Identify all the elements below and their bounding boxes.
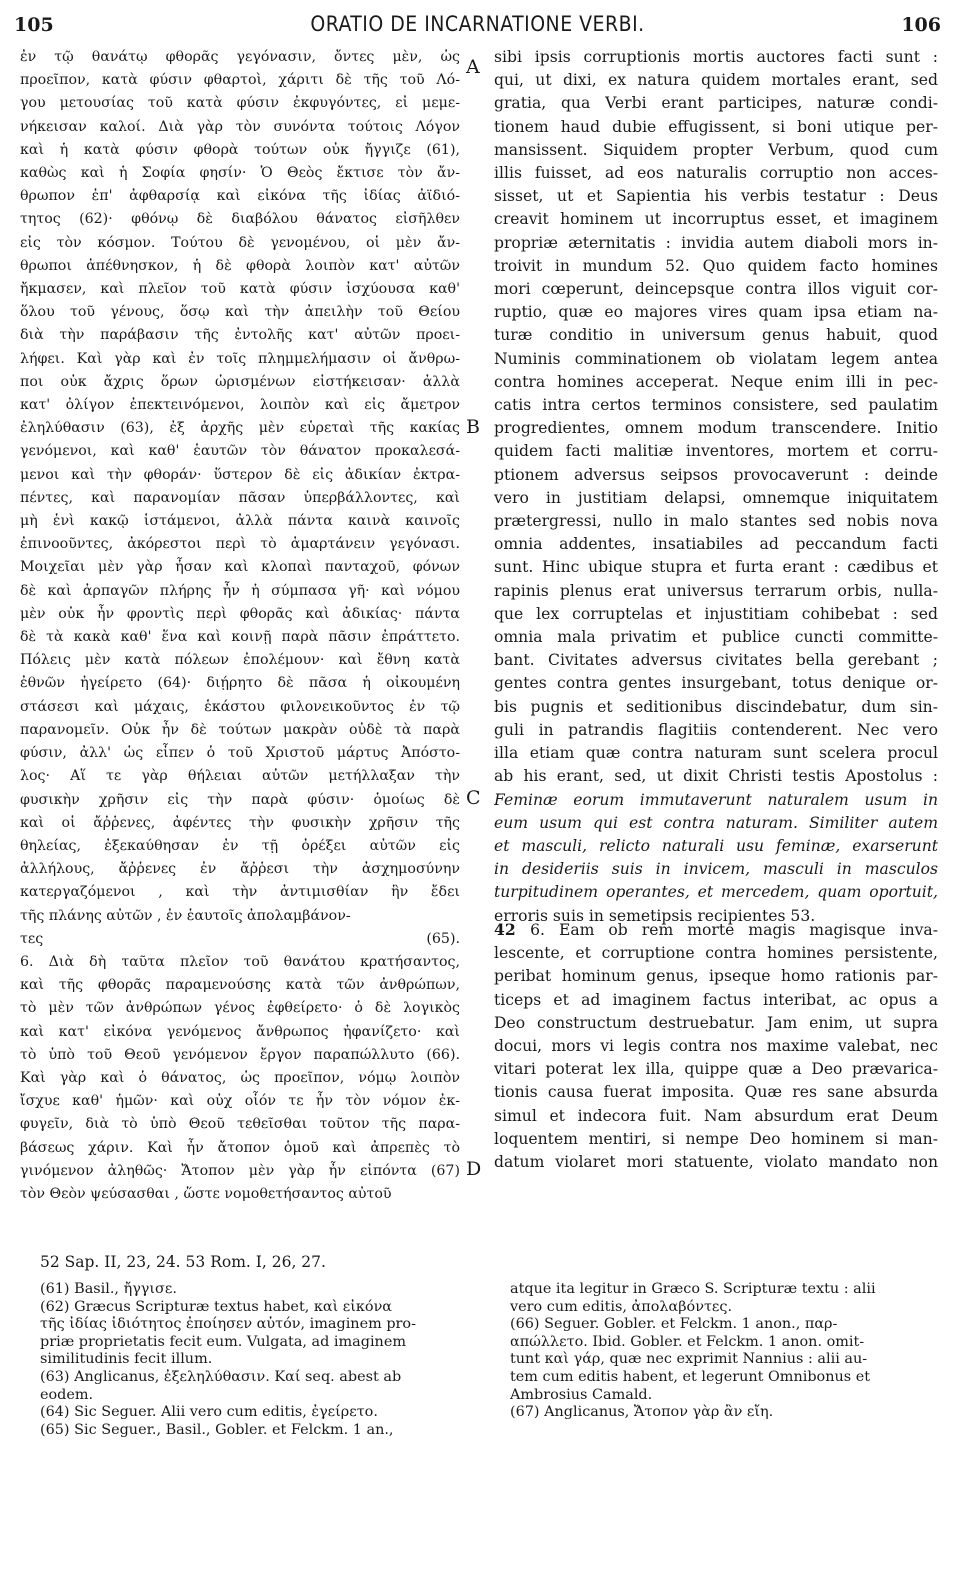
greek-text-line: γου μετουσίας τοῦ κατὰ φύσιν ἐκφυγόντες, εἰ μεμε- — [20, 95, 460, 112]
latin-text-line: vitari poterat lex illa, quippe quæ a Deo prævarica- — [494, 1060, 938, 1079]
footnote-line: (64) Sic Seguer. Alii vero cum editis, ἐγείρετο. — [40, 1404, 378, 1421]
margin-marker-d: D — [466, 1158, 482, 1180]
greek-text-line: τὸ ὑπὸ τοῦ Θεοῦ γενόμενον ἔργον παραπώλλυτο (66). — [20, 1046, 460, 1063]
footnote-line: atque ita legitur in Græco S. Scripturæ textu : alii — [510, 1281, 876, 1297]
greek-text-line: δὲ καὶ ἁρπαγῶν πλήρης ἦν ἡ σύμπασα γῆ· καὶ νόμου — [20, 582, 460, 599]
greek-text-line: ἐν τῷ θανάτῳ φθορᾶς γεγόνασιν, ὄντες μὲν, ὡς — [20, 49, 460, 65]
latin-text-line: erroris suis in semetipsis recipientes 53. — [494, 906, 816, 925]
greek-text-line: ἀλλήλους, ἄῤῥενες ἐν ἄῤῥεσι τὴν ἀσχημοσύνην — [20, 861, 460, 878]
latin-text-line: gentes contra gentes insurgebant, totus denique or- — [494, 674, 938, 693]
latin-text-line: que lex corruptelas et injustitiam cohibebat : sed — [494, 604, 938, 623]
footnote-line: τῆς ἰδίας ἰδιότητος ἐποίησεν αὐτόν, imaginem pro- — [40, 1316, 416, 1333]
greek-text-line: καὶ ἡ κατὰ φύσιν φθορὰ τούτων οὐκ ἤγγιζε (61), — [20, 141, 460, 158]
greek-text-line: γενόμενοι, καὶ καθ' ἑαυτῶν τὸν θάνατον προκαλεσά- — [20, 443, 460, 460]
greek-text-line: μὴ ἑνὶ κακῷ ἱστάμενοι, ἀλλὰ πάντα καινὰ καινοῖς — [20, 513, 460, 530]
footnote-line: Ambrosius Camald. — [510, 1386, 653, 1403]
greek-text-line: νήκεισαν καλοί. Διὰ γὰρ τὸν συνόντα τούτοις Λόγον — [20, 118, 460, 135]
greek-text-line: γινόμενον ἀληθῶς· Ἄτοπον μὲν γὰρ ἦν εἰπόντα (67) — [20, 1162, 460, 1179]
greek-text-line: ἴσχυε καθ' ἡμῶν· καὶ οὐχ οἷόν τε ἦν τὸν νόμον ἐκ- — [20, 1093, 460, 1110]
latin-text-line: peribat hominum genus, ipseque homo rationis par- — [494, 967, 938, 986]
latin-text-line: progredientes, omnem modum transcendere. Initio — [494, 419, 938, 438]
latin-text-line: propriæ æternitatis : invidia autem diaboli mors in- — [494, 233, 938, 252]
footnote-line: (63) Anglicanus, ἐξεληλύθασιν. Καί seq. abest ab — [40, 1368, 402, 1385]
latin-text-line: Deo constructum destruebatur. Jam enim, ut supra — [494, 1013, 938, 1032]
greek-text-line: πέντες, καὶ παρανομίαν πᾶσαν ὑπερβάλλοντες, καὶ — [20, 489, 460, 506]
latin-text-column-section-6 — [494, 918, 938, 1174]
greek-text-line: θρωπον ἐπ' ἀφθαρσίᾳ καὶ εἰκόνα τῆς ἰδίας ἀϊδιό- — [20, 188, 460, 205]
greek-text-line: ἐπινοοῦντες, ἀκόρεστοι περὶ τὸ ἁμαρτάνειν γεγόνασι. — [20, 536, 460, 553]
latin-text-line: sibi ipsis corruptionis mortis auctores facti sunt : — [494, 48, 938, 66]
greek-text-line: Πόλεις μὲν κατὰ πόλεων ἐπολέμουν· καὶ ἔθνη κατὰ — [20, 652, 460, 669]
latin-text-line: mansissent. Siquidem propter Verbum, quod cum — [494, 140, 938, 159]
greek-text-line: λος· Αἵ τε γὰρ θήλειαι αὐτῶν μετήλλαξαν τὴν — [20, 768, 460, 785]
greek-text-line: φύσιν, ἀλλ' ὡς εἶπεν ὁ τοῦ Χριστοῦ μάρτυς Ἀπόστο- — [20, 745, 460, 762]
greek-text-line: Μοιχεῖαι μὲν γὰρ ἦσαν καὶ κλοπαὶ πανταχοῦ, φόνων — [20, 559, 460, 576]
greek-text-line: ἐληλύθασιν (63), ἐξ ἀρχῆς μὲν εὑρεταὶ τῆς κακίας — [20, 420, 460, 437]
greek-text-line: ὅλου τοῦ γένους, ὅσῳ καὶ τὴν ἀπειλὴν τοῦ Θείου — [20, 304, 460, 321]
greek-text-line: φυσικὴν χρῆσιν εἰς τὴν παρὰ φύσιν· ὁμοίως δὲ — [20, 791, 460, 808]
margin-marker-b: B — [466, 416, 480, 438]
latin-text-line: vero in justitiam delapsi, omnemque iniquitatem — [494, 488, 938, 507]
footnote-line: similitudinis fecit illum. — [40, 1351, 213, 1368]
latin-text-line: Numinis comminationem ob violatam legem antea — [494, 349, 938, 368]
latin-text-column — [494, 46, 938, 928]
latin-text-line: Feminæ eorum immutaverunt naturalem usum in — [494, 790, 938, 809]
greek-text-line: καὶ οἱ ἄῤῥενες, ἀφέντες τὴν φυσικὴν χρῆσιν τῆς — [20, 814, 460, 831]
latin-text-line: docui, mors vi legis contra nos maxime valebat, nec — [494, 1037, 938, 1056]
greek-text-line: φυγεῖν, διὰ τὸ ὑπὸ Θεοῦ τεθεῖσθαι τοῦτον τῆς παρα- — [20, 1116, 460, 1133]
latin-text-line: mori cœperunt, deincepsque contra illos viguit cor- — [494, 280, 938, 299]
latin-text-line — [494, 918, 938, 942]
latin-text-line: in desideriis suis in invicem, masculi in masculos — [494, 860, 938, 879]
margin-marker-c: C — [466, 787, 481, 809]
greek-text-line: ἐθνῶν ἠγείρετο (64)· διῄρητο δὲ πᾶσα ἡ οἰκουμένη — [20, 675, 460, 692]
footnote-line: (67) Anglicanus, Ἄτοπον γὰρ ἂν εἴη. — [510, 1404, 774, 1421]
greek-text-line: βάσεως χάριν. Καὶ ἦν ἄτοπον ὁμοῦ καὶ ἀπρεπὲς τὸ — [20, 1139, 460, 1156]
greek-text-line: θρωποι ἀπέθνησκον, ἡ δὲ φθορὰ λοιπὸν κατ' αὐτῶν — [20, 257, 460, 274]
greek-text-line: τὸν Θεὸν ψεύσασθαι , ὥστε νομοθετήσαντος αὐτοῦ — [20, 1185, 392, 1202]
latin-text-line: illa etiam quæ contra naturam sunt scelera procul — [494, 744, 938, 763]
latin-text-line: datum violaret mori statuente, violato mandato non — [494, 1153, 938, 1172]
latin-text-line: omnia mala privatim et publice cuncti committe- — [494, 628, 938, 647]
greek-text-line: θηλείας, ἐξεκαύθησαν ἐν τῇ ὀρέξει αὐτῶν εἰς — [20, 837, 460, 854]
section-first-line: 6. Eam ob rem morte magis magisque inva- — [530, 921, 938, 939]
latin-text-line: ab his erant, sed, ut dixit Christi testis Apostolus : — [494, 767, 938, 786]
greek-text-line: δὲ τὰ κακὰ καθ' ἕνα καὶ κοινῇ παρὰ πᾶσιν ἐπράττετο. — [20, 629, 460, 646]
greek-text-line: λήφει. Καὶ γὰρ καὶ ἐν τοῖς πλημμελήμασιν οἱ ἄνθρω- — [20, 350, 460, 367]
greek-text-line: διὰ τὴν παράβασιν τῆς ἐντολῆς κατ' αὐτῶν προει- — [20, 327, 460, 344]
greek-text-line: τητος (62)· φθόνῳ δὲ διαβόλου θάνατος εἰσῆλθεν — [20, 211, 460, 228]
latin-text-line: rapinis plenus erat universus terrarum orbis, nulla- — [494, 581, 938, 600]
greek-text-line: ποι οὐκ ἄχρις ὅρων ὡρισμένων εἱστήκεισαν· ἀλλὰ — [20, 373, 460, 390]
latin-text-line: eum usum qui est contra naturam. Similiter autem — [494, 813, 938, 832]
footnote-line: eodem. — [40, 1386, 94, 1403]
greek-text-line: 6. Διὰ δὴ ταῦτα πλεῖον τοῦ θανάτου κρατήσαντος, — [20, 953, 460, 970]
latin-text-line: simul et indecora fuit. Nam absurdum erat Deum — [494, 1106, 938, 1125]
greek-text-line: ἤκμασεν, καὶ πλεῖον τοῦ κατὰ φύσιν ἰσχύουσα καθ' — [20, 281, 460, 298]
greek-text-line: τες (65). — [20, 930, 460, 947]
latin-text-line: guli in patrandis flagitiis contenderent. Nec vero — [494, 720, 938, 739]
latin-text-line: tionem haud dubie effugissent, si boni utique per- — [494, 117, 938, 136]
latin-text-line: et masculi, relicto naturali usu feminæ, exarserunt — [494, 836, 938, 855]
latin-text-line: omnia addentes, insatiabiles ad peccandum facti — [494, 535, 938, 554]
footnote-line: tem cum editis habent, et legerunt Omnibonus et — [510, 1368, 870, 1385]
section-number: 42 — [494, 920, 531, 939]
latin-text-line: sunt. Hinc ubique stupra et furta erant : cædibus et — [494, 558, 938, 577]
latin-text-line: ticeps et ad imaginem factus interibat, ac opus a — [494, 990, 938, 1009]
page-number-left: 105 — [14, 14, 54, 36]
greek-text-line: παρανομεῖν. Οὐκ ἦν δὲ τούτων μακρὰν οὐδὲ τὰ παρὰ — [20, 721, 460, 738]
greek-text-line: καθὼς καὶ ἡ Σοφία φησίν· Ὁ Θεὸς ἔκτισε τὸν ἄν- — [20, 165, 460, 182]
greek-text-column — [20, 46, 460, 1206]
greek-text-line: μενοι καὶ τὴν φθοράν· ὕστερον δὲ εἰς ἀδικίαν ἐκτρα- — [20, 466, 460, 483]
greek-text-line: Καὶ γὰρ καὶ ὁ θάνατος, ὡς προεῖπον, νόμῳ λοιπὸν — [20, 1069, 460, 1086]
page-number-right: 106 — [901, 14, 941, 36]
latin-text-line: bis pugnis et seditionibus discindebatur, dum sin- — [494, 697, 938, 716]
footnote-line: vero cum editis, ἀπολαβόντες. — [510, 1298, 733, 1315]
latin-text-line: contra homines acceperat. Neque enim illi in pec- — [494, 372, 938, 391]
running-title: ORATIO DE INCARNATIONE VERBI. — [310, 12, 645, 36]
latin-text-line: ruptio, quæ eo majores vires quam ipsa etiam na- — [494, 303, 938, 322]
latin-text-line: troivit in mundum 52. Quo quidem facto homines — [494, 256, 938, 275]
footnote-line: (61) Basil., ἤγγισε. — [40, 1281, 177, 1297]
greek-text-line: προεῖπον, κατὰ φύσιν φθαρτοὶ, χάριτι δὲ τῆς τοῦ Λό- — [20, 72, 460, 89]
greek-text-line: κατεργαζόμενοι , καὶ τὴν ἀντιμισθίαν ἣν ἔδει — [20, 884, 460, 901]
margin-marker-a: A — [466, 56, 480, 78]
latin-text-line: prætergressi, nullo in malo stantes sed nobis nova — [494, 512, 938, 531]
latin-text-line: catis intra certos terminos consistere, sed paulatim — [494, 396, 938, 415]
latin-text-line: ptionem adversus seipsos provocaverunt : deinde — [494, 465, 938, 484]
footnotes-left — [40, 1281, 470, 1439]
latin-text-line: turæ conditio in universum genus habuit, quod — [494, 326, 938, 345]
footnote-line: priæ proprietatis fecit eum. Vulgata, ad imaginem — [40, 1333, 406, 1350]
footnote-line: (66) Seguer. Gobler. et Felckm. 1 anon., παρ- — [510, 1316, 838, 1333]
latin-text-line: qui, ut dixi, ex natura quidem mortales erant, sed — [494, 71, 938, 90]
greek-text-line: τὸ μὲν τῶν ἀνθρώπων γένος ἐφθείρετο· ὁ δὲ λογικὸς — [20, 1000, 460, 1017]
latin-text-line: creavit hominem ut incorruptus esset, et imaginem — [494, 210, 938, 229]
greek-text-line: εἰς τὸν κόσμον. Τούτου δὲ γενομένου, οἱ μὲν ἄν- — [20, 234, 460, 251]
latin-text-line: loquentem mentiri, si nempe Deo hominem si man- — [494, 1129, 938, 1148]
latin-text-line: illis fuisset, ad eos naturalis corruptio non acces- — [494, 164, 938, 183]
latin-text-line: sisset, ut et Sapientia his verbis testatur : Deus — [494, 187, 938, 206]
latin-text-line: turpitudinem operantes, et mercedem, quam oportuit, — [494, 883, 938, 902]
greek-text-line: τῆς πλάνης αὐτῶν , ἐν ἑαυτοῖς ἀπολαμβάνον- — [20, 907, 351, 924]
footnote-line: (65) Sic Seguer., Basil., Gobler. et Felckm. 1 an., — [40, 1421, 394, 1438]
latin-text-line: gratia, qua Verbi erant participes, naturæ condi- — [494, 94, 938, 113]
greek-text-line: μὲν οὐκ ἦν φροντὶς περὶ φθορᾶς καὶ ἀδικίας· πάντα — [20, 605, 460, 622]
greek-text-line: κατ' ὀλίγον ἐπεκτεινόμενοι, λοιπὸν καὶ εἰς ἄμετρον — [20, 397, 460, 414]
footnote-line: απώλλετο. Ibid. Gobler. et Felckm. 1 anon. omit- — [510, 1333, 865, 1350]
latin-text-line: tionis causa fuerat imposita. Quæ res sane absurda — [494, 1083, 938, 1102]
greek-text-line: καὶ τῆς φθορᾶς παραμενούσης κατὰ τῶν ἀνθρώπων, — [20, 977, 460, 994]
latin-text-line: lescente, et corruptione contra homines persistente, — [494, 944, 938, 963]
running-header — [0, 0, 955, 40]
greek-text-line: στάσεσι καὶ μάχαις, ἑκάστου φιλονεικοῦντος ἐν τῷ — [20, 698, 460, 715]
latin-text-line: quidem facti malitiæ inventores, mortem et corru- — [494, 442, 938, 461]
greek-text-line: καὶ κατ' εἰκόνα γενόμενος ἄνθρωπος ἠφανίζετο· καὶ — [20, 1023, 460, 1040]
scripture-references: 52 Sap. II, 23, 24. 53 Rom. I, 26, 27. — [40, 1253, 326, 1271]
footnote-line: tunt καὶ γάρ, quæ nec exprimit Nannius : alii au- — [510, 1351, 868, 1368]
latin-text-line: bant. Civitates adversus civitates bella gerebant ; — [494, 651, 938, 670]
footnotes-right — [510, 1281, 940, 1422]
footnote-line: (62) Græcus Scripturæ textus habet, καὶ εἰκόνα — [40, 1298, 393, 1315]
